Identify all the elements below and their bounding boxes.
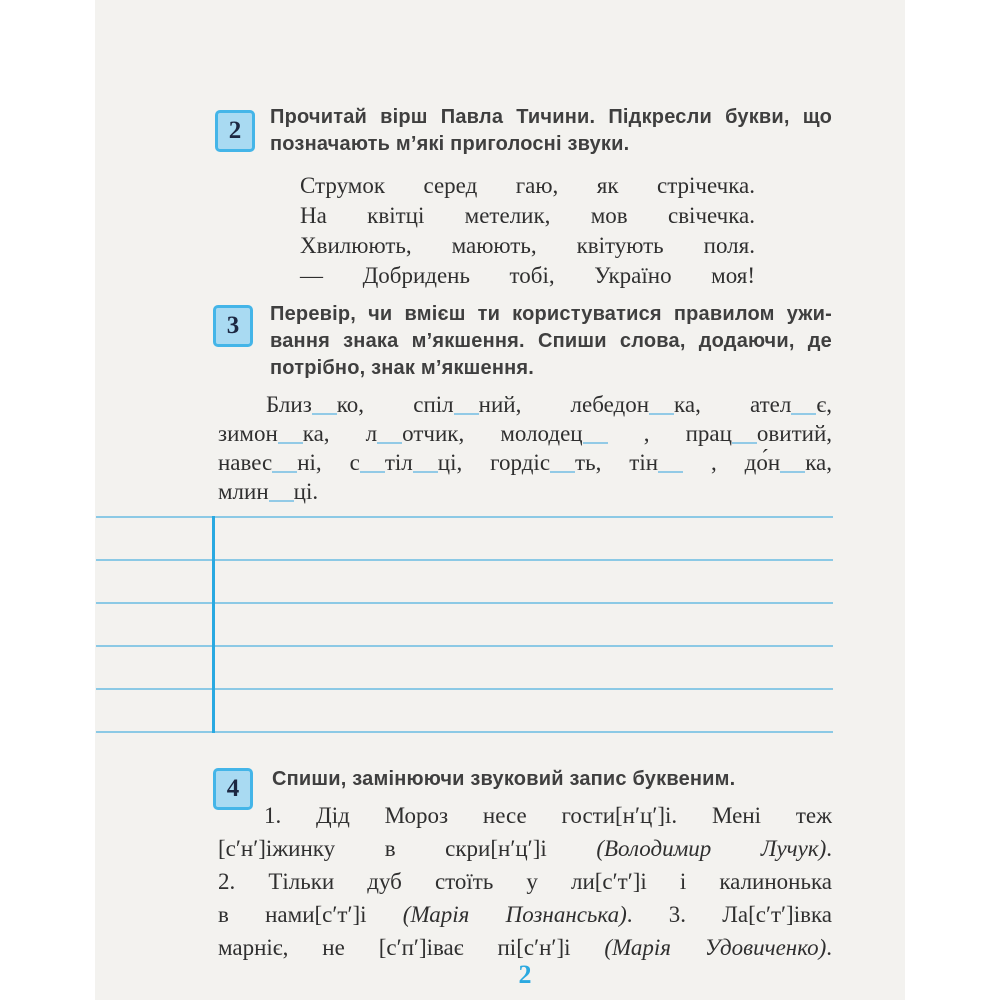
exercise-4-badge: 4: [213, 768, 253, 810]
text-segment: . 3. Ла[сʹтʹ]івка: [626, 902, 832, 927]
exercise-3-badge: 3: [213, 305, 253, 347]
text-line: [218, 865, 832, 898]
instruction-line: Перевір, чи вмієш ти користуватися правилом ужи-: [270, 303, 832, 325]
blank-underscore: [360, 471, 385, 473]
text-segment: в нами[сʹтʹ]і: [218, 902, 403, 927]
author-name: (Марія Познанська): [402, 902, 627, 927]
exercise-4-text: [218, 799, 832, 964]
text-segment: 1. Дід Мороз несе гости[нʹцʹ]і. Мені теж: [264, 803, 832, 828]
words-line: Близ ко, спіл ний, лебедон ка, ател є,: [266, 392, 832, 417]
blank-underscore: [791, 413, 816, 415]
exercise-3-instruction: [270, 301, 832, 382]
text-line: [218, 832, 832, 865]
text-segment: 2. Тільки дуб стоїть у ли[сʹтʹ]і і калинонька: [218, 869, 832, 894]
ruled-line: [96, 559, 833, 561]
ruled-line: [96, 731, 833, 733]
blank-underscore: [583, 442, 608, 444]
poem-line: — Добридень тобі, Україно моя!: [300, 263, 755, 288]
blank-underscore: [780, 471, 805, 473]
exercise-2-instruction: [270, 104, 832, 158]
poem-line: Хвилюють, маюють, квітують поля.: [300, 233, 755, 258]
instruction-line: Прочитай вірш Павла Тичини. Підкресли букви, що: [270, 106, 832, 128]
author-name: (Марія Удовиченко): [604, 935, 827, 960]
text-segment: марніє, не [сʹпʹ]іває пі[сʹнʹ]і: [218, 935, 605, 960]
instruction-line: позначають м’які приголосні звуки.: [270, 133, 630, 155]
blank-underscore: [272, 471, 297, 473]
text-segment: .: [826, 935, 833, 960]
blank-underscore: [278, 442, 303, 444]
text-line: [218, 898, 832, 931]
blank-underscore: [649, 413, 674, 415]
blank-underscore: [454, 413, 479, 415]
ruled-line: [96, 602, 833, 604]
ruled-line: [96, 645, 833, 647]
ruled-line: [96, 688, 833, 690]
exercise-3-words: [218, 390, 832, 506]
poem: [300, 171, 755, 291]
blank-underscore: [377, 442, 402, 444]
poem-line: Струмок серед гаю, як стрічечка.: [300, 173, 755, 198]
page-number: 2: [518, 960, 532, 989]
exercise-2-badge: 2: [215, 110, 255, 152]
words-line: млин ці.: [218, 479, 319, 504]
blank-underscore: [269, 500, 294, 502]
workbook-page: [95, 0, 905, 1000]
instruction-line: вання знака м’якшення. Спиши слова, додаючи, де: [270, 330, 832, 352]
blank-underscore: [413, 471, 438, 473]
text-segment: [сʹнʹ]іжинку в скри[нʹцʹ]і: [218, 836, 597, 861]
author-name: (Володимир Лучук): [596, 836, 827, 861]
poem-line: На квітці метелик, мов свічечка.: [300, 203, 755, 228]
text-line: [218, 799, 832, 832]
instruction-line: потрібно, знак м’якшення.: [270, 357, 535, 379]
text-segment: .: [826, 836, 832, 861]
instruction-line: Спиши, замінюючи звуковий запис буквеним.: [272, 768, 736, 790]
blank-underscore: [658, 471, 683, 473]
words-line: навес ні, с тіл ці, гордіс ть, тін , до́н ка,: [218, 450, 832, 475]
blank-underscore: [312, 413, 337, 415]
ruled-line: [96, 516, 833, 518]
margin-vertical-line: [212, 516, 215, 733]
blank-underscore: [550, 471, 575, 473]
blank-underscore: [732, 442, 757, 444]
words-line: зимон ка, л отчик, молодец , прац овитий,: [218, 421, 833, 446]
exercise-4-instruction: [272, 766, 834, 793]
